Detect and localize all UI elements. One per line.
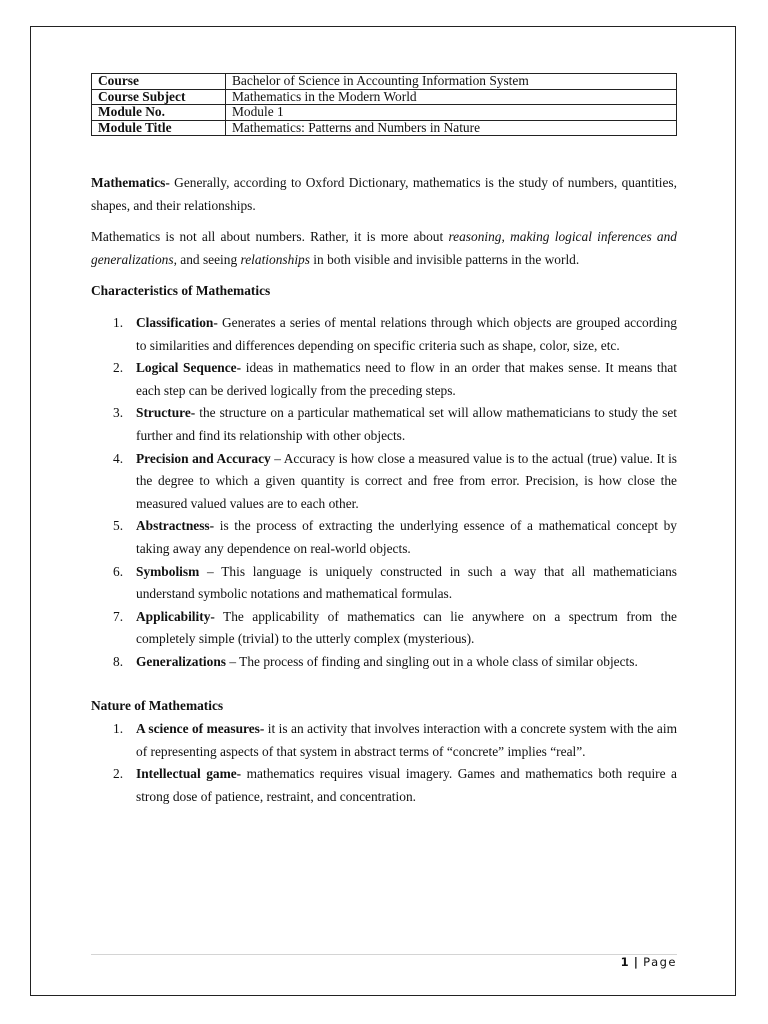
characteristics-list [91,312,677,674]
list-item [91,357,677,402]
list-term: Symbolism [136,563,200,579]
list-term: Applicability- [136,608,215,624]
list-number: 1. [113,721,124,737]
course-info-table [91,73,677,136]
list-text: – Accuracy is how close a measured value is to the actual (true) value. It is the degree to which a given quantity is correct and free from error. Precision, is how close the measured valued values are to each other. [136,450,678,511]
document-body [91,73,677,808]
list-text: ideas in mathematics need to flow in an order that makes sense. It means that each step can be derived logically from the preceding steps. [136,360,677,398]
nature-heading: Nature of Mathematics [91,698,224,714]
list-text: – This language is uniquely constructed in such a way that all mathematicians understand symbolic notations and mathematical formulas. [136,563,677,602]
characteristics-heading: Characteristics of Mathematics [91,283,271,299]
list-item [91,448,677,516]
list-text: – The process of finding and singling out in a whole class of similar objects. [226,653,638,669]
info-table-row [92,105,677,121]
info-key: Module No. [92,105,226,121]
list-number: 7. [113,608,124,624]
list-number: 1. [113,314,124,330]
list-number: 2. [113,766,124,782]
list-item [91,561,677,606]
list-text: the structure on a particular mathematical set will allow mathematicians to study the set further and find its relationship with other objects. [136,405,677,443]
list-term: Abstractness- [136,518,215,534]
list-number: 4. [113,450,124,466]
info-table-row [92,120,677,136]
list-term: Generalizations [136,653,227,669]
info-value: Mathematics: Patterns and Numbers in Nature [226,120,677,136]
list-number: 6. [113,563,124,579]
info-value: Module 1 [226,105,677,121]
info-value: Bachelor of Science in Accounting Information System [226,74,677,90]
list-item [91,718,677,763]
list-text: is the process of extracting the underlying essence of a mathematical concept by taking away any dependence on real-world objects. [136,518,677,556]
nature-list [91,718,677,808]
info-key: Course Subject [92,89,226,105]
info-key: Course [92,74,226,90]
list-item [91,402,677,447]
info-table-row [92,74,677,90]
footer-divider [91,954,677,955]
list-text: The applicability of mathematics can lie anywhere on a spectrum from the completely simple (trivial) to the utterly complex (mysterious). [136,608,677,647]
list-term: Logical Sequence- [136,360,242,376]
page-footer: 1 | Page [620,955,677,969]
list-number: 8. [113,653,124,669]
info-table-row [92,89,677,105]
list-item [91,763,677,808]
list-term: Classification- [136,314,218,330]
list-text: mathematics requires visual imagery. Games and mathematics both require a strong dose of patience, restraint, and concentration. [136,766,678,804]
definition-paragraph: Mathematics is not all about numbers. Rather, it is more about reasoning, making logical inferences and generalizations, and seeing relationships in both visible and invisible patterns in the world. [91,229,677,267]
list-text: it is an activity that involves interaction with a concrete system with the aim of representing aspects of that system in abstract terms of “concrete” implies “real”. [136,721,677,759]
list-item [91,651,677,674]
list-term: A science of measures- [136,721,265,737]
list-number: 5. [113,518,124,534]
list-item [91,515,677,560]
list-term: Intellectual game- [136,766,242,782]
list-term: Precision and Accuracy [136,450,271,466]
info-value: Mathematics in the Modern World [226,89,677,105]
list-text: Generates a series of mental relations through which objects are grouped according to similarities and differences depending on specific criteria such as shape, color, size, etc. [136,314,677,353]
list-item [91,312,677,357]
list-number: 3. [113,405,124,421]
intro-paragraph: Mathematics- Generally, according to Oxford Dictionary, mathematics is the study of numbers, quantities, shapes, and their relationships. [91,175,677,213]
list-term: Structure- [136,405,196,421]
list-item [91,606,677,651]
list-number: 2. [113,360,124,376]
info-key: Module Title [92,120,226,136]
